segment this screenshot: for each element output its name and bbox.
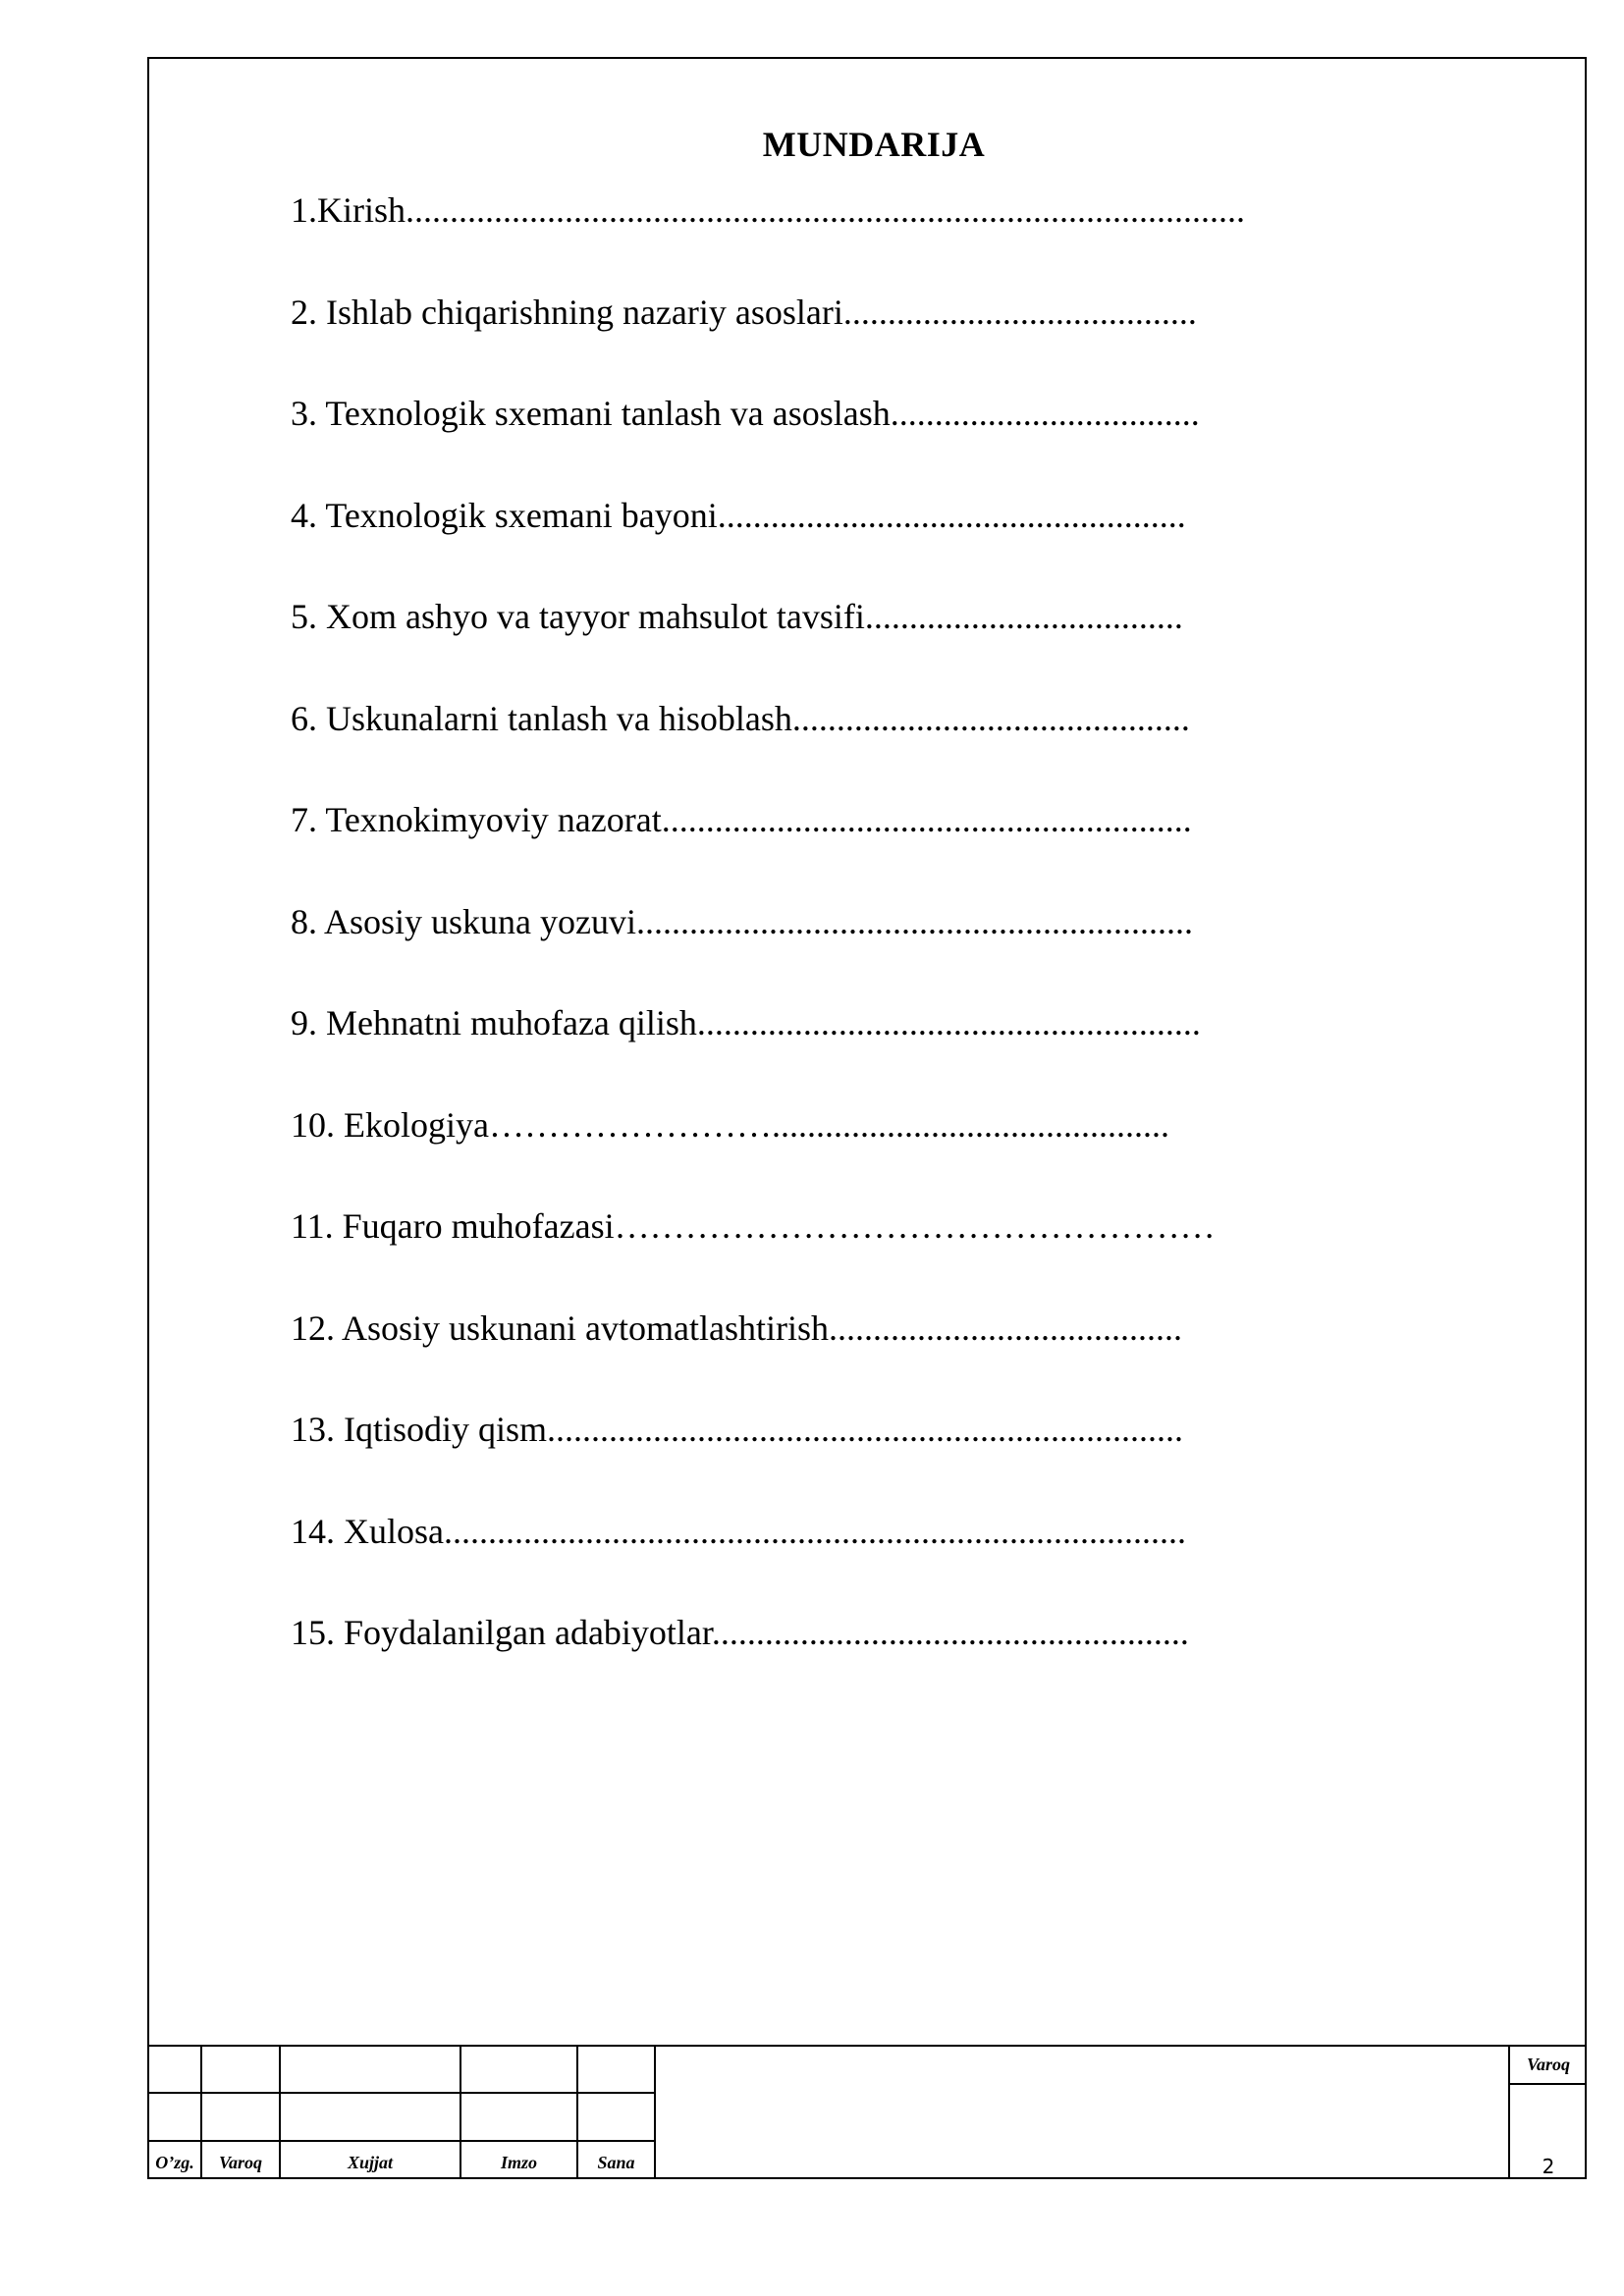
- toc-item: 13. Iqtisodiy qism........................................................................: [291, 1410, 1184, 1449]
- toc-item: 14. Xulosa....................................................................................: [291, 1511, 1186, 1551]
- stamp-label-sheet: Varoq: [218, 2153, 262, 2172]
- stamp-top-border: [147, 2045, 1587, 2047]
- stamp-row-line: [147, 2140, 656, 2142]
- toc-item: 8. Asosiy uskuna yozuvi...............................................................: [291, 901, 1194, 941]
- toc-item: 10. Ekologiya…………………….............................................: [291, 1104, 1169, 1145]
- toc-item: 1.Kirish...............................................................................................: [291, 190, 1245, 230]
- toc-item: 12. Asosiy uskunani avtomatlashtirish........................................: [291, 1308, 1182, 1348]
- toc-item: 6. Uskunalarni tanlash va hisoblash.............................................: [291, 698, 1190, 738]
- toc-item: 7. Texnokimyoviy nazorat............................................................: [291, 800, 1192, 839]
- page-title: MUNDARIJA: [762, 125, 986, 164]
- toc-item: 4. Texnologik sxemani bayoni.....................................................: [291, 495, 1186, 535]
- toc-item: 9. Mehnatni muhofaza qilish.........................................................: [291, 1003, 1201, 1042]
- table-of-contents: [291, 183, 1302, 1707]
- toc-item: 15. Foydalanilgan adabiyotlar......................................................: [291, 1613, 1189, 1652]
- stamp-row-line: [1508, 2083, 1587, 2085]
- page-number: 2: [1542, 2155, 1555, 2178]
- stamp-label-date: Sana: [597, 2153, 635, 2172]
- toc-item: 11. Fuqaro muhofazasi……………………………………………: [291, 1206, 1216, 1246]
- stamp-label-document: Xujjat: [347, 2153, 394, 2172]
- stamp-label-sheet-right: Varoq: [1526, 2055, 1570, 2074]
- stamp-col-line: [654, 2045, 656, 2179]
- stamp-label-change: O’zg.: [155, 2153, 194, 2172]
- stamp-row-line: [147, 2092, 656, 2094]
- title-block: [147, 2045, 1587, 2179]
- toc-item: 2. Ishlab chiqarishning nazariy asoslari........................................: [291, 292, 1197, 332]
- stamp-label-signature: Imzo: [500, 2153, 537, 2172]
- toc-item: 5. Xom ashyo va tayyor mahsulot tavsifi....................................: [291, 597, 1183, 636]
- toc-item: 3. Texnologik sxemani tanlash va asoslash...................................: [291, 394, 1200, 433]
